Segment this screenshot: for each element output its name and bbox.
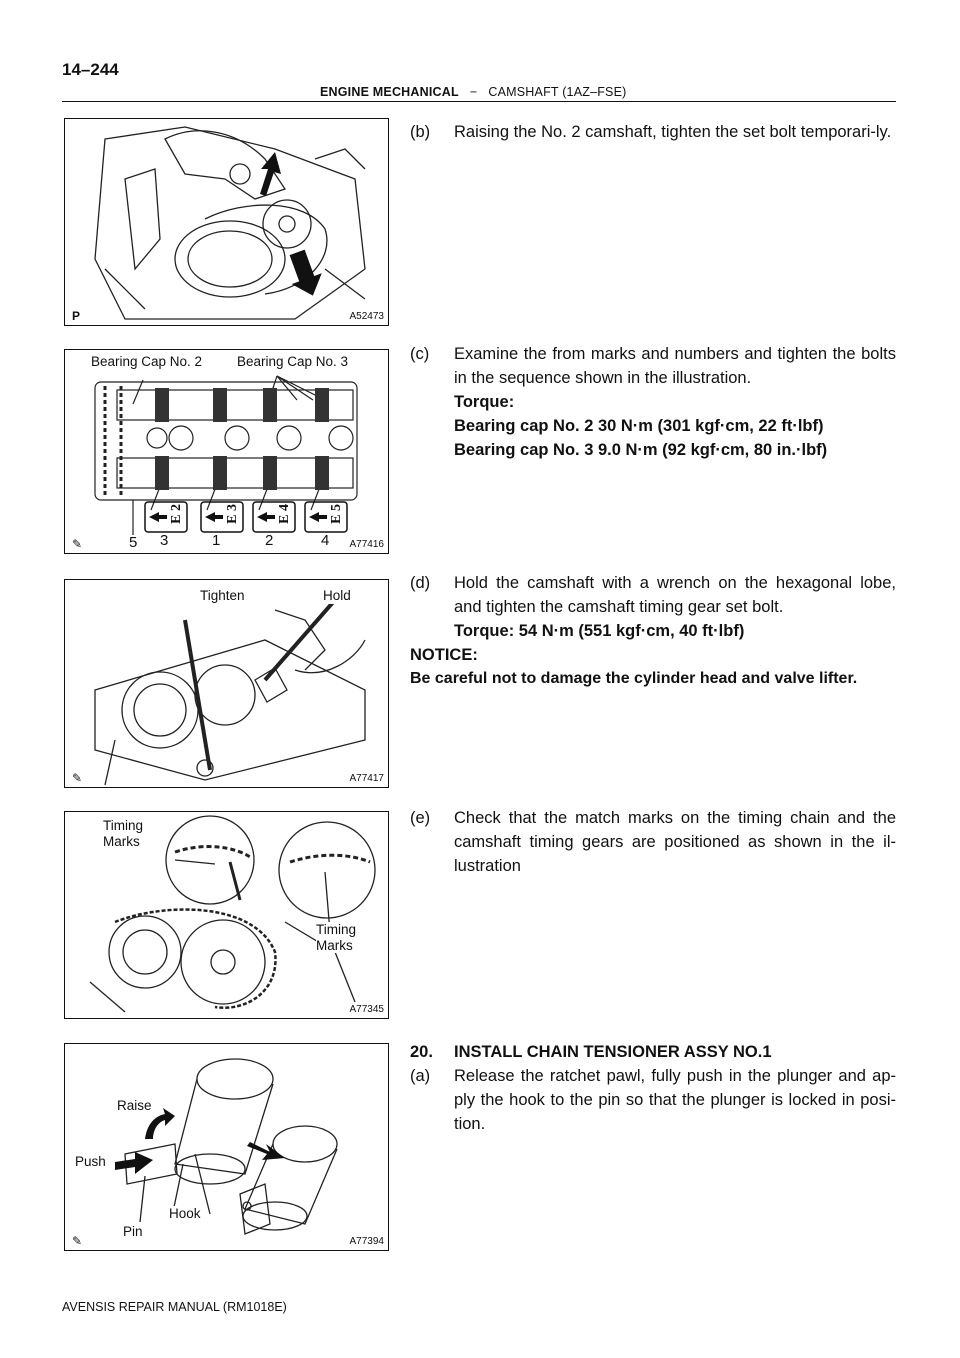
running-header: [320, 85, 627, 99]
step-a: [410, 1064, 896, 1136]
header-rule: [62, 101, 896, 102]
figure-camshaft-raise: [64, 118, 389, 326]
figure-code: A77417: [349, 773, 384, 784]
torque-label: Torque:: [454, 393, 515, 411]
step-c: [410, 342, 896, 462]
step-text: Hold the camshaft with a wrench on the hexagonal lobe, and tighten the camshaft timing gear set bolt.: [454, 574, 896, 616]
notice-title: NOTICE:: [410, 646, 478, 664]
step-tag: (e): [410, 809, 431, 827]
header-subsection: CAMSHAFT (1AZ–FSE): [488, 85, 627, 99]
step-tag: (b): [410, 123, 431, 141]
cap-mark-e5: E 5: [329, 504, 344, 524]
figure-code: A77394: [349, 1236, 384, 1247]
label-tighten: Tighten: [200, 588, 245, 603]
label-hold: Hold: [323, 588, 351, 603]
step-text: Check that the match marks on the timing chain and the camshaft timing gears are positioned as shown in the il-lustration: [454, 809, 896, 875]
step-text: Release the ratchet pawl, fully push in the plunger and ap-ply the hook to the pin so that the plunger is locked in posi-tion.: [454, 1067, 896, 1133]
figure-chain-tensioner: [64, 1043, 389, 1251]
figure-code: A77416: [349, 539, 384, 550]
cap-mark-e2: E 2: [169, 504, 184, 524]
figure-timing-marks: [64, 811, 389, 1019]
figure-code: A52473: [349, 311, 384, 322]
sequence-number: 5: [129, 534, 138, 551]
label-raise: Raise: [117, 1098, 152, 1113]
step-tag: (c): [410, 345, 430, 363]
torque-spec: Torque: 54 N·m (551 kgf·cm, 40 ft·lbf): [454, 622, 745, 640]
figure-mark-icon: ✎: [72, 537, 83, 551]
step-title: INSTALL CHAIN TENSIONER ASSY NO.1: [454, 1043, 772, 1061]
step-d: [410, 571, 896, 691]
label-hook: Hook: [169, 1206, 201, 1221]
cap-mark-e4: E 4: [277, 504, 292, 524]
figure-code: A77345: [349, 1004, 384, 1015]
step-text: Raising the No. 2 camshaft, tighten the set bolt temporari-ly.: [454, 123, 892, 141]
label-push: Push: [75, 1154, 106, 1169]
torque-spec: Bearing cap No. 3 9.0 N·m (92 kgf·cm, 80 in.·lbf): [454, 441, 828, 459]
sequence-number: 2: [265, 532, 274, 549]
figure-mark: P: [72, 309, 81, 323]
notice-text: Be careful not to damage the cylinder head and valve lifter.: [410, 670, 858, 687]
label-bearing-cap-2: Bearing Cap No. 2: [91, 354, 203, 369]
chain-tensioner-illustration: [65, 1044, 388, 1250]
label-bearing-cap-3: Bearing Cap No. 3: [237, 354, 349, 369]
label-timing-marks-1: Timing Marks: [103, 818, 144, 849]
sequence-number: 4: [321, 532, 330, 549]
sequence-number: 3: [160, 532, 169, 549]
footer-manual: AVENSIS REPAIR MANUAL (RM1018E): [62, 1300, 287, 1314]
step-tag: (a): [410, 1067, 431, 1085]
step-text: Examine the from marks and numbers and tighten the bolts in the sequence shown in the illustration.: [454, 345, 896, 387]
header-separator: −: [469, 85, 478, 99]
figure-bearing-caps: [64, 349, 389, 554]
figure-mark-icon: ✎: [72, 1234, 83, 1248]
step-tag: (d): [410, 574, 431, 592]
figure-mark-icon: ✎: [72, 771, 83, 785]
torque-spec: Bearing cap No. 2 30 N·m (301 kgf·cm, 22 ft·lbf): [454, 417, 824, 435]
step-b: [410, 120, 896, 144]
page-number: 14–244: [62, 60, 119, 79]
step-e: [410, 806, 896, 878]
tighten-hold-illustration: [65, 580, 388, 787]
label-timing-marks-2: Timing Marks: [316, 922, 357, 953]
label-pin: Pin: [123, 1224, 143, 1239]
step-tag: 20.: [410, 1043, 433, 1061]
sequence-number: 1: [212, 532, 221, 549]
camshaft-raise-illustration: [65, 119, 388, 325]
figure-tighten-hold: [64, 579, 389, 788]
step-20: [410, 1040, 896, 1136]
header-section: ENGINE MECHANICAL: [320, 85, 459, 99]
cap-mark-e3: E 3: [225, 504, 240, 524]
